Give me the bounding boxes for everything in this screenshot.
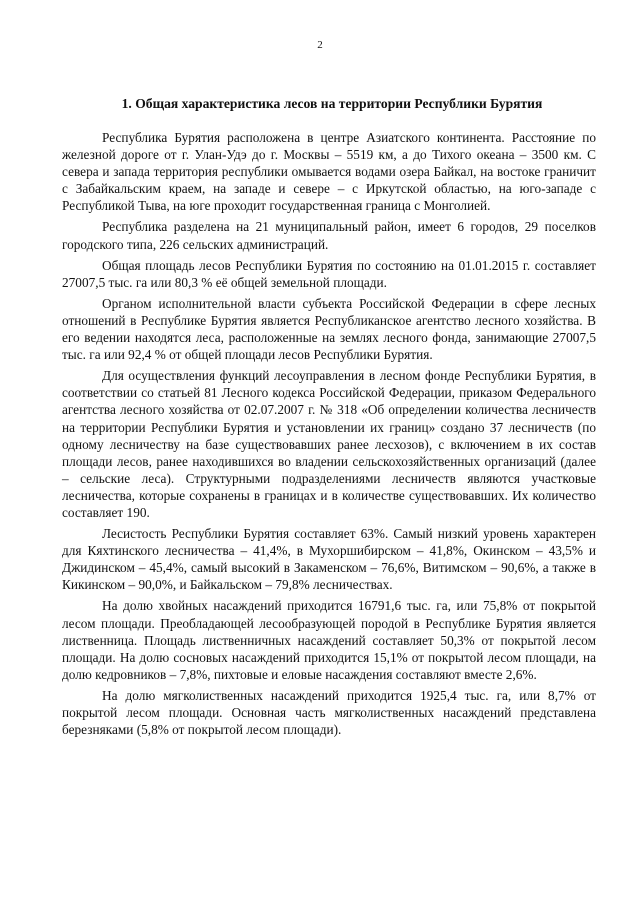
paragraph-forest-cover: Лесистость Республики Бурятия составляет 63%. Самый низкий уровень характерен для Кяхтинского лесничества – 41,4%, в Мухоршибирском – 41,8%, Окинском – 43,5% и Джидинском – 45,4%, самый высокий в Закаменском – 76,6%, Витимском – 90,6%, а также в Кикинском – 90,0%, и Байкальском – 79,8% лесничествах. (62, 526, 596, 593)
body-text (62, 129, 596, 742)
paragraph-forest-area: Общая площадь лесов Республики Бурятия по состоянию на 01.01.2015 г. составляет 27007,5 тыс. га или 80,3 % её общей земельной площади. (62, 257, 596, 290)
paragraph-administrative-division: Республика разделена на 21 муниципальный район, имеет 6 городов, 29 поселков городского типа, 226 сельских администраций. (62, 219, 596, 252)
section-heading: 1. Общая характеристика лесов на территории Республики Бурятия (121, 96, 543, 111)
paragraph-forestry-agency: Органом исполнительной власти субъекта Российской Федерации в сфере лесных отношений в Республике Бурятия является Республиканское агентство лесного хозяйства. В его ведении находятся леса, расположенные на землях лесного фонда, занимающие 27007,5 тыс. га или 92,4 % от общей площади лесов Республики Бурятия. (62, 295, 596, 363)
paragraph-location: Республика Бурятия расположена в центре Азиатского континента. Расстояние по железной дороге от г. Улан-Удэ до г. Москвы – 5519 км, а до Тихого океана – 3500 км. С севера и запада территория республики омывается водами озера Байкал, на востоке граничит с Забайкальским краем, на западе и севере – с Иркутской областью, на юго-западе с Республикой Тыва, на юге проходит государственная граница с Монголией. (62, 130, 596, 214)
page-number: 2 (317, 39, 323, 51)
paragraph-coniferous-stands: На долю хвойных насаждений приходится 16791,6 тыс. га, или 75,8% от покрытой лесом площади. Преобладающей лесообразующей породой в Республике Бурятия является лиственница. Площадь лиственничных насаждений составляет 50,3% от покрытой лесом площади. На долю сосновых насаждений приходится 15,1% от покрытой лесом площади, на долю кедровников – 7,8%, пихтовые и еловые насаждения составляют вместе 2,6%. (62, 598, 596, 682)
paragraph-forest-management: Для осуществления функций лесоуправления в лесном фонде Республики Бурятия, в соответствии со статьей 81 Лесного кодекса Российской Федерации, приказом Федерального агентства лесного хозяйства от 02.07.2007 г. № 318 «Об определении количества лесничеств на территории Республики Бурятия и установлении их границ» создано 37 лесничеств (по одному лесничеству на базе существовавших ранее лесхозов), с включением в их состав площади лесов, ранее находившихся во владении сельскохозяйственных организаций (далее – сельские леса). Структурными подразделениями лесничеств являются участковые лесничества, которые сохранены в границах и в количестве существовавших. Их количество составляет 190. (62, 368, 596, 520)
paragraph-deciduous-stands: На долю мягколиственных насаждений приходится 1925,4 тыс. га, или 8,7% от покрытой лесом площади. Основная часть мягколиственных насаждений представлена березняками (5,8% от покрытой лесом площади). (62, 687, 596, 738)
